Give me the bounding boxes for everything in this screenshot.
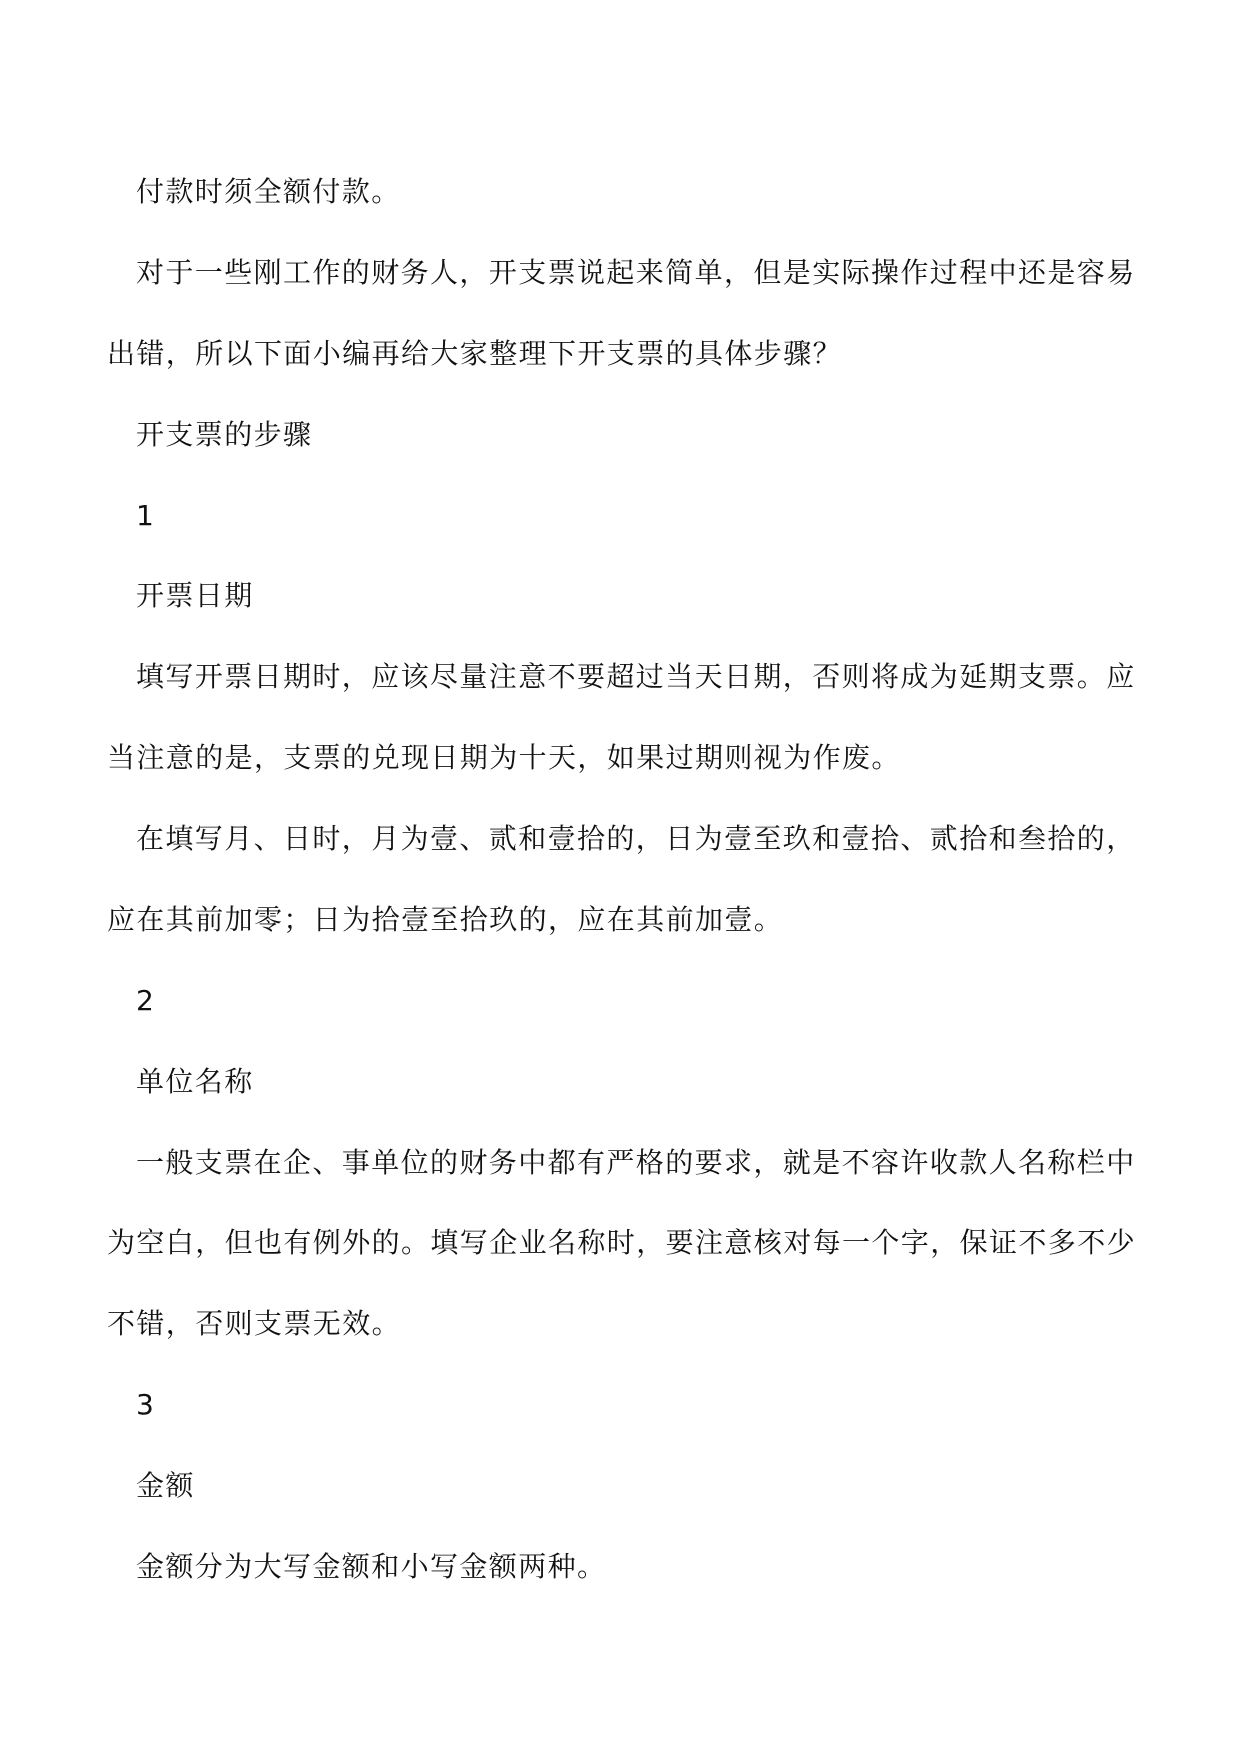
paragraph-line: 一般支票在企、事单位的财务中都有严格的要求，就是不容许收款人名称栏中 bbox=[136, 1146, 1136, 1179]
paragraph-line: 不错，否则支票无效。 bbox=[107, 1307, 402, 1340]
paragraph-line: 填写开票日期时，应该尽量注意不要超过当天日期，否则将成为延期支票。应 bbox=[136, 660, 1136, 693]
section-heading: 开支票的步骤 bbox=[136, 418, 313, 451]
paragraph-line: 在填写月、日时，月为壹、贰和壹拾的，日为壹至玖和壹拾、贰拾和叁拾的， bbox=[136, 822, 1136, 855]
paragraph-line: 当注意的是，支票的兑现日期为十天，如果过期则视为作废。 bbox=[107, 741, 901, 774]
paragraph-line: 对于一些刚工作的财务人，开支票说起来简单，但是实际操作过程中还是容易 bbox=[136, 256, 1136, 289]
step-number: 2 bbox=[136, 984, 156, 1017]
step-title: 开票日期 bbox=[136, 579, 254, 612]
step-title: 单位名称 bbox=[136, 1065, 254, 1098]
paragraph-line: 应在其前加零；日为拾壹至拾玖的，应在其前加壹。 bbox=[107, 903, 784, 936]
paragraph-line: 金额分为大写金额和小写金额两种。 bbox=[136, 1550, 607, 1583]
step-title: 金额 bbox=[136, 1469, 195, 1502]
paragraph-line: 出错，所以下面小编再给大家整理下开支票的具体步骤？ bbox=[107, 337, 843, 370]
paragraph-line: 为空白，但也有例外的。填写企业名称时，要注意核对每一个字，保证不多不少 bbox=[107, 1226, 1137, 1259]
paragraph-line: 付款时须全额付款。 bbox=[136, 175, 401, 208]
step-number: 1 bbox=[136, 499, 156, 532]
step-number: 3 bbox=[136, 1388, 156, 1421]
